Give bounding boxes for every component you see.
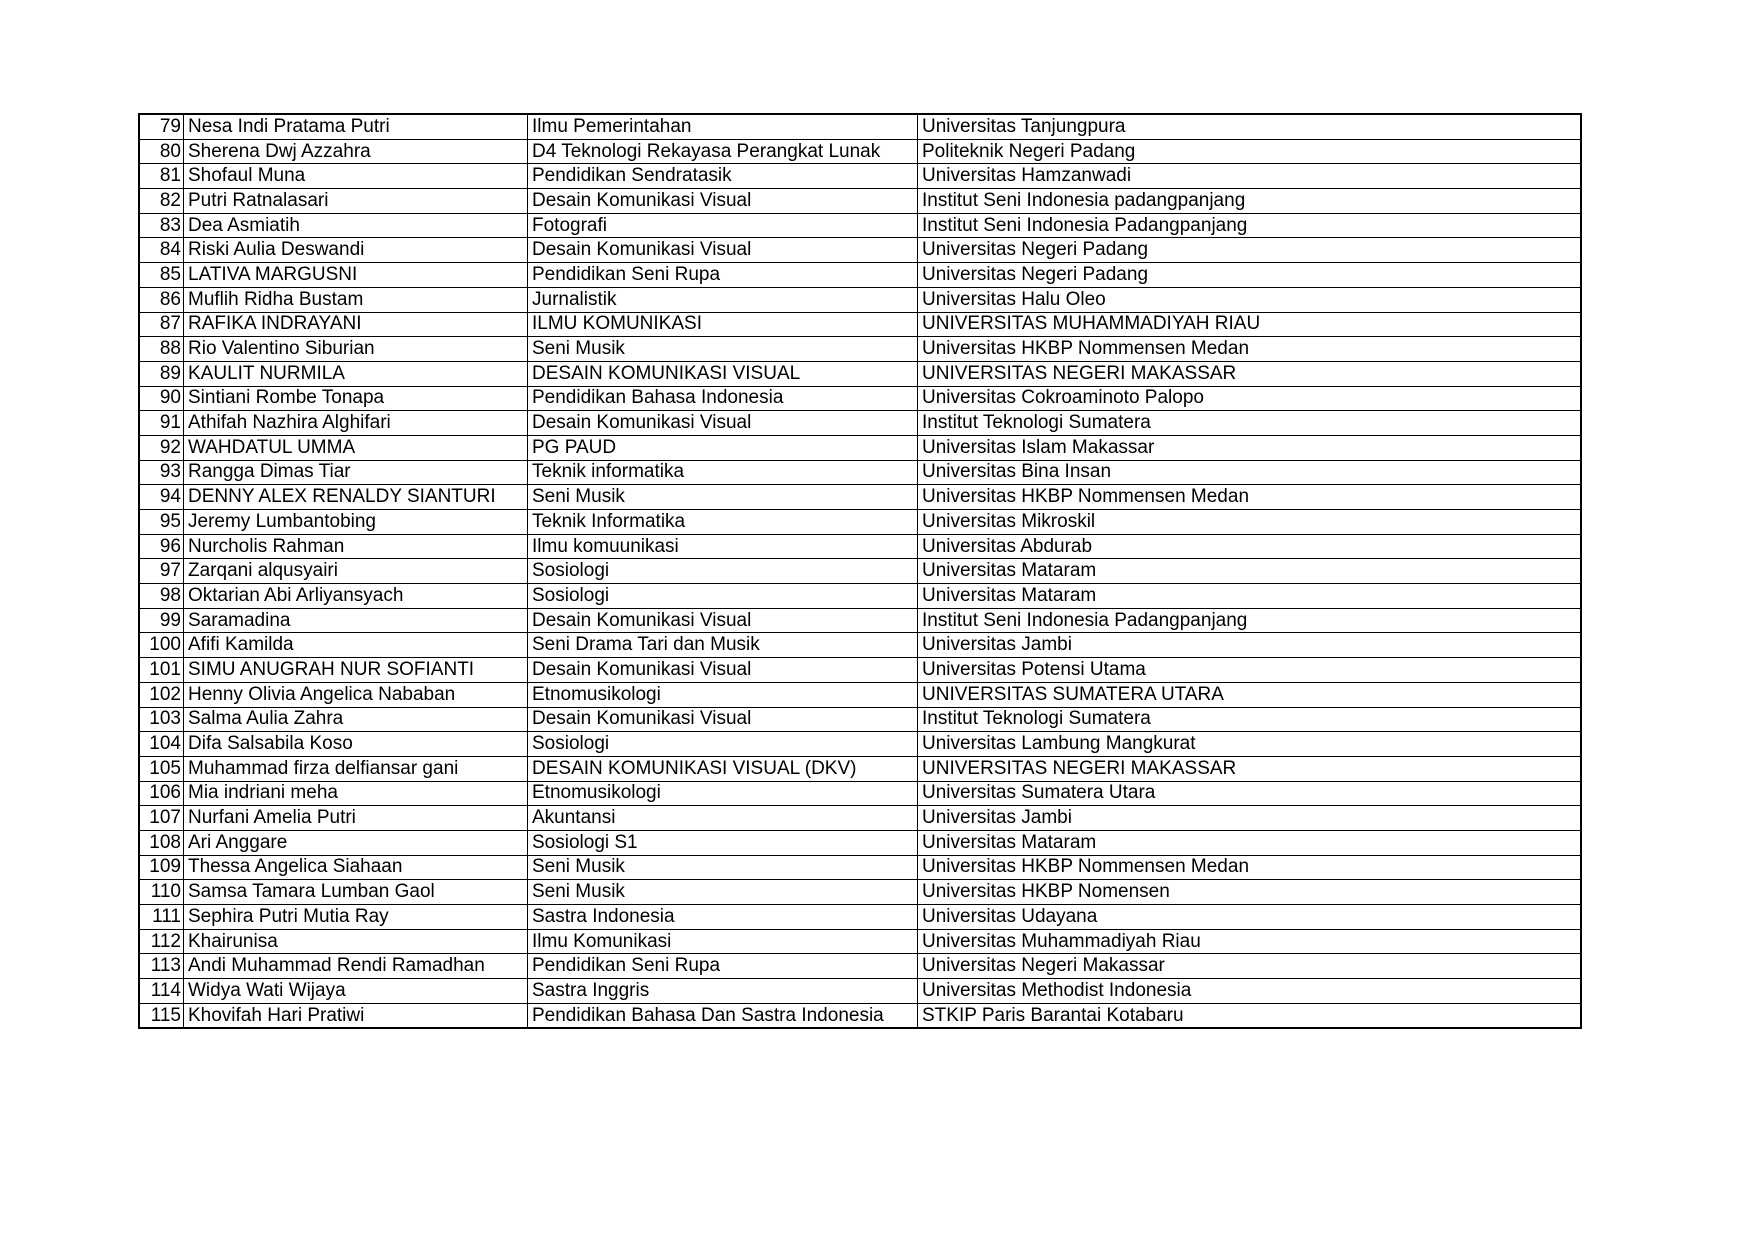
university-cell: Universitas HKBP Nommensen Medan — [918, 337, 1582, 362]
table-row — [139, 189, 1581, 214]
row-number-cell: 113 — [139, 954, 184, 979]
participant-name-cell: Sherena Dwj Azzahra — [184, 139, 528, 164]
row-number-cell: 96 — [139, 534, 184, 559]
study-program-cell: DESAIN KOMUNIKASI VISUAL — [528, 361, 918, 386]
table-row — [139, 312, 1581, 337]
row-number-cell: 112 — [139, 929, 184, 954]
participant-name-cell: Dea Asmiatih — [184, 213, 528, 238]
row-number-cell: 102 — [139, 682, 184, 707]
participant-name-cell: Nurfani Amelia Putri — [184, 806, 528, 831]
participant-name-cell: Rio Valentino Siburian — [184, 337, 528, 362]
university-cell: Universitas HKBP Nommensen Medan — [918, 485, 1582, 510]
table-row — [139, 707, 1581, 732]
study-program-cell: Ilmu komuunikasi — [528, 534, 918, 559]
participant-name-cell: Khovifah Hari Pratiwi — [184, 1003, 528, 1028]
university-cell: Institut Seni Indonesia Padangpanjang — [918, 608, 1582, 633]
row-number-cell: 115 — [139, 1003, 184, 1028]
table-row — [139, 756, 1581, 781]
university-cell: Institut Seni Indonesia Padangpanjang — [918, 213, 1582, 238]
table-row — [139, 485, 1581, 510]
row-number-cell: 94 — [139, 485, 184, 510]
university-cell: Universitas Abdurab — [918, 534, 1582, 559]
study-program-cell: Ilmu Komunikasi — [528, 929, 918, 954]
table-row — [139, 460, 1581, 485]
university-cell: Universitas Muhammadiyah Riau — [918, 929, 1582, 954]
table-row — [139, 682, 1581, 707]
row-number-cell: 108 — [139, 830, 184, 855]
row-number-cell: 93 — [139, 460, 184, 485]
participant-name-cell: Shofaul Muna — [184, 164, 528, 189]
participant-name-cell: Muflih Ridha Bustam — [184, 287, 528, 312]
row-number-cell: 84 — [139, 238, 184, 263]
participant-name-cell: Zarqani alqusyairi — [184, 559, 528, 584]
row-number-cell: 83 — [139, 213, 184, 238]
participant-table-body — [139, 114, 1581, 1028]
university-cell: Universitas Bina Insan — [918, 460, 1582, 485]
table-row — [139, 905, 1581, 930]
study-program-cell: Desain Komunikasi Visual — [528, 608, 918, 633]
study-program-cell: Desain Komunikasi Visual — [528, 658, 918, 683]
participant-name-cell: Widya Wati Wijaya — [184, 979, 528, 1004]
participant-name-cell: Athifah Nazhira Alghifari — [184, 411, 528, 436]
study-program-cell: Desain Komunikasi Visual — [528, 707, 918, 732]
row-number-cell: 105 — [139, 756, 184, 781]
table-row — [139, 658, 1581, 683]
row-number-cell: 104 — [139, 732, 184, 757]
table-row — [139, 337, 1581, 362]
table-row — [139, 139, 1581, 164]
university-cell: STKIP Paris Barantai Kotabaru — [918, 1003, 1582, 1028]
participant-name-cell: Mia indriani meha — [184, 781, 528, 806]
study-program-cell: Desain Komunikasi Visual — [528, 411, 918, 436]
participant-name-cell: Thessa Angelica Siahaan — [184, 855, 528, 880]
study-program-cell: Fotografi — [528, 213, 918, 238]
participant-name-cell: Muhammad firza delfiansar gani — [184, 756, 528, 781]
participant-name-cell: Samsa Tamara Lumban Gaol — [184, 880, 528, 905]
table-row — [139, 1003, 1581, 1028]
university-cell: Institut Teknologi Sumatera — [918, 411, 1582, 436]
row-number-cell: 101 — [139, 658, 184, 683]
participant-name-cell: Difa Salsabila Koso — [184, 732, 528, 757]
participant-name-cell: RAFIKA INDRAYANI — [184, 312, 528, 337]
row-number-cell: 106 — [139, 781, 184, 806]
participant-name-cell: Putri Ratnalasari — [184, 189, 528, 214]
university-cell: UNIVERSITAS MUHAMMADIYAH RIAU — [918, 312, 1582, 337]
row-number-cell: 92 — [139, 435, 184, 460]
row-number-cell: 100 — [139, 633, 184, 658]
participant-name-cell: KAULIT NURMILA — [184, 361, 528, 386]
study-program-cell: Seni Musik — [528, 485, 918, 510]
table-row — [139, 633, 1581, 658]
row-number-cell: 95 — [139, 510, 184, 535]
table-row — [139, 263, 1581, 288]
study-program-cell: DESAIN KOMUNIKASI VISUAL (DKV) — [528, 756, 918, 781]
university-cell: Universitas Negeri Padang — [918, 238, 1582, 263]
row-number-cell: 80 — [139, 139, 184, 164]
participant-name-cell: Rangga Dimas Tiar — [184, 460, 528, 485]
row-number-cell: 110 — [139, 880, 184, 905]
university-cell: Universitas Cokroaminoto Palopo — [918, 386, 1582, 411]
study-program-cell: Sosiologi S1 — [528, 830, 918, 855]
row-number-cell: 90 — [139, 386, 184, 411]
table-row — [139, 929, 1581, 954]
table-row — [139, 806, 1581, 831]
table-row — [139, 386, 1581, 411]
study-program-cell: Sosiologi — [528, 584, 918, 609]
study-program-cell: D4 Teknologi Rekayasa Perangkat Lunak — [528, 139, 918, 164]
university-cell: Universitas Jambi — [918, 806, 1582, 831]
participant-name-cell: Jeremy Lumbantobing — [184, 510, 528, 535]
table-row — [139, 361, 1581, 386]
row-number-cell: 109 — [139, 855, 184, 880]
table-row — [139, 164, 1581, 189]
university-cell: Universitas Methodist Indonesia — [918, 979, 1582, 1004]
table-row — [139, 435, 1581, 460]
study-program-cell: Sastra Indonesia — [528, 905, 918, 930]
participant-name-cell: Oktarian Abi Arliyansyach — [184, 584, 528, 609]
row-number-cell: 111 — [139, 905, 184, 930]
row-number-cell: 114 — [139, 979, 184, 1004]
row-number-cell: 89 — [139, 361, 184, 386]
university-cell: Institut Teknologi Sumatera — [918, 707, 1582, 732]
study-program-cell: Pendidikan Seni Rupa — [528, 263, 918, 288]
participant-name-cell: Afifi Kamilda — [184, 633, 528, 658]
row-number-cell: 86 — [139, 287, 184, 312]
study-program-cell: Desain Komunikasi Visual — [528, 189, 918, 214]
study-program-cell: Teknik informatika — [528, 460, 918, 485]
table-row — [139, 855, 1581, 880]
row-number-cell: 97 — [139, 559, 184, 584]
university-cell: Universitas Hamzanwadi — [918, 164, 1582, 189]
table-row — [139, 213, 1581, 238]
university-cell: Universitas Potensi Utama — [918, 658, 1582, 683]
table-row — [139, 608, 1581, 633]
study-program-cell: Pendidikan Bahasa Dan Sastra Indonesia — [528, 1003, 918, 1028]
university-cell: Universitas Sumatera Utara — [918, 781, 1582, 806]
study-program-cell: Sosiologi — [528, 732, 918, 757]
university-cell: Universitas Negeri Makassar — [918, 954, 1582, 979]
table-row — [139, 830, 1581, 855]
university-cell: Universitas Mataram — [918, 559, 1582, 584]
study-program-cell: Seni Musik — [528, 337, 918, 362]
participant-name-cell: Saramadina — [184, 608, 528, 633]
table-row — [139, 584, 1581, 609]
study-program-cell: Seni Musik — [528, 855, 918, 880]
table-row — [139, 510, 1581, 535]
study-program-cell: Sastra Inggris — [528, 979, 918, 1004]
row-number-cell: 87 — [139, 312, 184, 337]
university-cell: Universitas Mikroskil — [918, 510, 1582, 535]
study-program-cell: Seni Musik — [528, 880, 918, 905]
university-cell: Universitas Udayana — [918, 905, 1582, 930]
participant-name-cell: SIMU ANUGRAH NUR SOFIANTI — [184, 658, 528, 683]
study-program-cell: Akuntansi — [528, 806, 918, 831]
university-cell: UNIVERSITAS NEGERI MAKASSAR — [918, 361, 1582, 386]
university-cell: UNIVERSITAS SUMATERA UTARA — [918, 682, 1582, 707]
study-program-cell: Jurnalistik — [528, 287, 918, 312]
row-number-cell: 99 — [139, 608, 184, 633]
table-row — [139, 114, 1581, 139]
participant-name-cell: Nesa Indi Pratama Putri — [184, 114, 528, 139]
table-row — [139, 559, 1581, 584]
row-number-cell: 79 — [139, 114, 184, 139]
table-row — [139, 732, 1581, 757]
participant-name-cell: Nurcholis Rahman — [184, 534, 528, 559]
university-cell: Universitas Halu Oleo — [918, 287, 1582, 312]
table-row — [139, 781, 1581, 806]
table-row — [139, 534, 1581, 559]
participant-name-cell: Salma Aulia Zahra — [184, 707, 528, 732]
study-program-cell: Pendidikan Sendratasik — [528, 164, 918, 189]
study-program-cell: Etnomusikologi — [528, 682, 918, 707]
table-row — [139, 287, 1581, 312]
university-cell: UNIVERSITAS NEGERI MAKASSAR — [918, 756, 1582, 781]
university-cell: Universitas HKBP Nomensen — [918, 880, 1582, 905]
study-program-cell: ILMU KOMUNIKASI — [528, 312, 918, 337]
university-cell: Universitas Lambung Mangkurat — [918, 732, 1582, 757]
table-row — [139, 954, 1581, 979]
university-cell: Institut Seni Indonesia padangpanjang — [918, 189, 1582, 214]
participant-name-cell: Henny Olivia Angelica Nababan — [184, 682, 528, 707]
participant-table — [138, 113, 1582, 1029]
study-program-cell: Desain Komunikasi Visual — [528, 238, 918, 263]
table-row — [139, 979, 1581, 1004]
row-number-cell: 88 — [139, 337, 184, 362]
participant-name-cell: LATIVA MARGUSNI — [184, 263, 528, 288]
study-program-cell: Pendidikan Bahasa Indonesia — [528, 386, 918, 411]
table-row — [139, 238, 1581, 263]
table-row — [139, 880, 1581, 905]
participant-name-cell: WAHDATUL UMMA — [184, 435, 528, 460]
participant-name-cell: Ari Anggare — [184, 830, 528, 855]
row-number-cell: 82 — [139, 189, 184, 214]
participant-name-cell: Sephira Putri Mutia Ray — [184, 905, 528, 930]
row-number-cell: 103 — [139, 707, 184, 732]
participant-name-cell: Riski Aulia Deswandi — [184, 238, 528, 263]
study-program-cell: Seni Drama Tari dan Musik — [528, 633, 918, 658]
table-row — [139, 411, 1581, 436]
study-program-cell: Ilmu Pemerintahan — [528, 114, 918, 139]
study-program-cell: Teknik Informatika — [528, 510, 918, 535]
university-cell: Universitas HKBP Nommensen Medan — [918, 855, 1582, 880]
participant-name-cell: Khairunisa — [184, 929, 528, 954]
study-program-cell: Etnomusikologi — [528, 781, 918, 806]
study-program-cell: Pendidikan Seni Rupa — [528, 954, 918, 979]
university-cell: Universitas Tanjungpura — [918, 114, 1582, 139]
university-cell: Universitas Islam Makassar — [918, 435, 1582, 460]
university-cell: Universitas Mataram — [918, 584, 1582, 609]
study-program-cell: PG PAUD — [528, 435, 918, 460]
university-cell: Universitas Mataram — [918, 830, 1582, 855]
participant-name-cell: Andi Muhammad Rendi Ramadhan — [184, 954, 528, 979]
row-number-cell: 85 — [139, 263, 184, 288]
participant-name-cell: DENNY ALEX RENALDY SIANTURI — [184, 485, 528, 510]
row-number-cell: 107 — [139, 806, 184, 831]
row-number-cell: 81 — [139, 164, 184, 189]
row-number-cell: 91 — [139, 411, 184, 436]
university-cell: Politeknik Negeri Padang — [918, 139, 1582, 164]
university-cell: Universitas Negeri Padang — [918, 263, 1582, 288]
row-number-cell: 98 — [139, 584, 184, 609]
participant-name-cell: Sintiani Rombe Tonapa — [184, 386, 528, 411]
university-cell: Universitas Jambi — [918, 633, 1582, 658]
study-program-cell: Sosiologi — [528, 559, 918, 584]
